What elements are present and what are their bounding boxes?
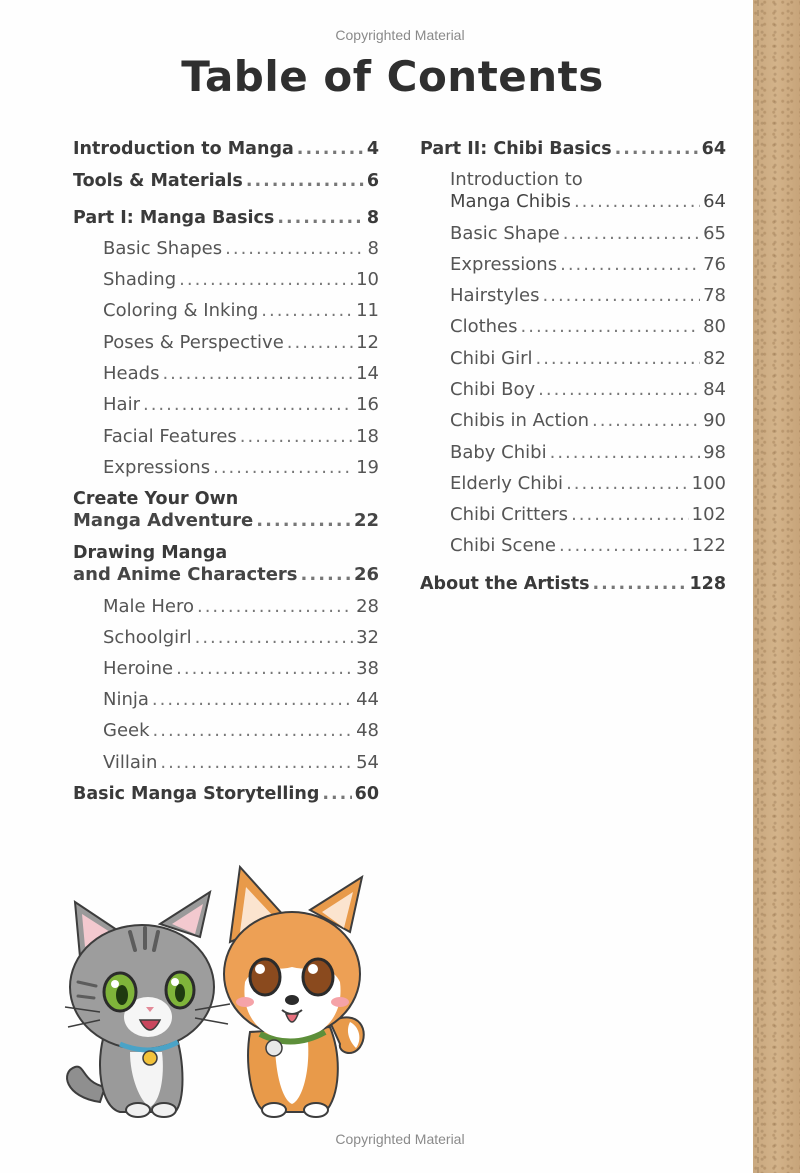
toc-entry-clothes[interactable]: Clothes ..... 80 — [420, 316, 726, 338]
toc-entry-male-hero[interactable]: Male Hero ..... 28 — [73, 596, 379, 618]
page-edge-line — [757, 0, 759, 1173]
toc-entry-chibi-expressions[interactable]: Expressions ..... 76 — [420, 254, 726, 276]
toc-entry-poses[interactable]: Poses & Perspective ..... 12 — [73, 332, 379, 354]
toc-entry-basic-shape[interactable]: Basic Shape ..... 65 — [420, 223, 726, 245]
toc-entry-baby-chibi[interactable]: Baby Chibi ..... 98 — [420, 442, 726, 464]
toc-entry-ninja[interactable]: Ninja ..... 44 — [73, 689, 379, 711]
toc-entry-tools[interactable]: Tools & Materials ..... 6 — [73, 170, 379, 192]
toc-entry-shading[interactable]: Shading ..... 10 — [73, 269, 379, 291]
toc-entry-hair[interactable]: Hair ..... 16 — [73, 394, 379, 416]
toc-entry-facial-features[interactable]: Facial Features ..... 18 — [73, 426, 379, 448]
toc-entry-about-artists[interactable]: About the Artists ..... 128 — [420, 573, 726, 595]
toc-entry-introduction[interactable]: Introduction to Manga ..... 4 — [73, 138, 379, 160]
toc-entry-hairstyles[interactable]: Hairstyles ..... 78 — [420, 285, 726, 307]
toc-entry-basic-shapes[interactable]: Basic Shapes ..... 8 — [73, 238, 379, 260]
toc-entry-part1[interactable]: Part I: Manga Basics ..... 8 — [73, 207, 379, 229]
toc-entry-chibi-girl[interactable]: Chibi Girl ..... 82 — [420, 348, 726, 370]
page-title: Table of Contents — [181, 52, 604, 101]
toc-entry-chibis-in-action[interactable]: Chibis in Action ..... 90 — [420, 410, 726, 432]
toc-entry-elderly-chibi[interactable]: Elderly Chibi ..... 100 — [420, 473, 726, 495]
kraft-paper-edge — [753, 0, 800, 1173]
watermark-bottom: Copyrighted Material — [335, 1131, 465, 1147]
chibi-cat — [65, 892, 230, 1117]
toc-entry-heads[interactable]: Heads ..... 14 — [73, 363, 379, 385]
toc-entry-geek[interactable]: Geek ..... 48 — [73, 720, 379, 742]
toc-entry-create-adventure[interactable]: Create Your Own Manga Adventure ..... 22 — [73, 488, 379, 532]
watermark-top: Copyrighted Material — [335, 27, 465, 43]
chibi-dog — [224, 867, 364, 1117]
toc-entry-schoolgirl[interactable]: Schoolgirl ..... 32 — [73, 627, 379, 649]
toc-entry-intro-chibis[interactable]: Introduction to Manga Chibis ..... 64 — [420, 169, 726, 213]
toc-entry-chibi-scene[interactable]: Chibi Scene ..... 122 — [420, 535, 726, 557]
toc-entry-storytelling[interactable]: Basic Manga Storytelling ..... 60 — [73, 783, 379, 805]
toc-entry-coloring-inking[interactable]: Coloring & Inking ..... 11 — [73, 300, 379, 322]
chibi-cat-and-dog-illustration — [60, 862, 380, 1122]
toc-entry-chibi-boy[interactable]: Chibi Boy ..... 84 — [420, 379, 726, 401]
toc-entry-expressions[interactable]: Expressions ..... 19 — [73, 457, 379, 479]
toc-entry-heroine[interactable]: Heroine ..... 38 — [73, 658, 379, 680]
toc-entry-part2[interactable]: Part II: Chibi Basics ..... 64 — [420, 138, 726, 160]
toc-entry-villain[interactable]: Villain ..... 54 — [73, 752, 379, 774]
toc-entry-chibi-critters[interactable]: Chibi Critters ..... 102 — [420, 504, 726, 526]
toc-entry-drawing-characters[interactable]: Drawing Manga and Anime Characters ..... 26 — [73, 542, 379, 586]
